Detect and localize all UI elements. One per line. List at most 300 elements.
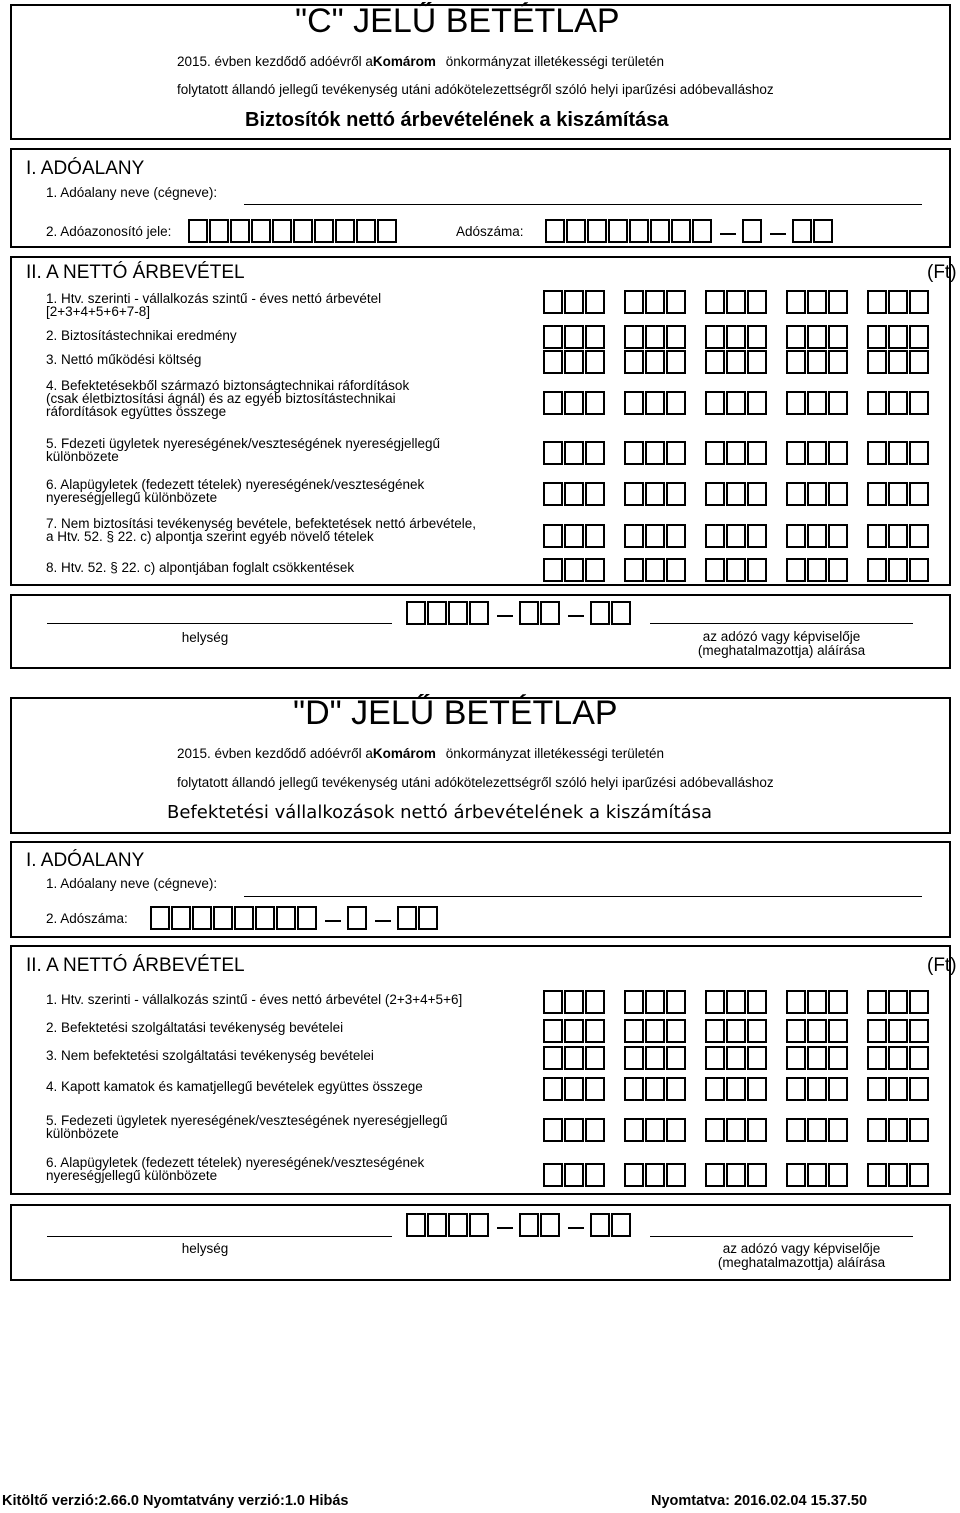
- digit-cell[interactable]: [747, 325, 767, 349]
- digit-cell[interactable]: [867, 1077, 887, 1101]
- digit-cell[interactable]: [564, 1046, 584, 1070]
- c-taxnum-field[interactable]: [545, 219, 850, 243]
- digit-cell[interactable]: [192, 906, 212, 930]
- digit-cell[interactable]: [624, 524, 644, 548]
- digit-cell[interactable]: [888, 1163, 908, 1187]
- digit-cell[interactable]: [786, 1163, 806, 1187]
- separator-dash: [497, 1227, 513, 1229]
- digit-cell[interactable]: [564, 524, 584, 548]
- digit-cell[interactable]: [888, 1046, 908, 1070]
- digit-cell[interactable]: [909, 482, 929, 506]
- digit-cell[interactable]: [705, 558, 725, 582]
- c-row-3-amount[interactable]: [543, 350, 927, 374]
- digit-cell[interactable]: [909, 441, 929, 465]
- digit-cell[interactable]: [671, 219, 691, 243]
- digit-cell[interactable]: [786, 1118, 806, 1142]
- digit-cell[interactable]: [726, 558, 746, 582]
- digit-cell[interactable]: [590, 1213, 610, 1237]
- digit-cell[interactable]: [645, 1163, 665, 1187]
- digit-cell[interactable]: [297, 906, 317, 930]
- digit-cell[interactable]: [786, 350, 806, 374]
- digit-cell[interactable]: [255, 906, 275, 930]
- digit-cell[interactable]: [867, 990, 887, 1014]
- digit-cell[interactable]: [909, 524, 929, 548]
- digit-cell[interactable]: [608, 219, 628, 243]
- digit-cell[interactable]: [828, 524, 848, 548]
- digit-cell[interactable]: [705, 325, 725, 349]
- digit-cell[interactable]: [867, 558, 887, 582]
- digit-cell[interactable]: [888, 325, 908, 349]
- digit-cell[interactable]: [564, 325, 584, 349]
- c-row-8-amount[interactable]: [543, 558, 927, 582]
- c-row-6-label: nyereségjellegű különbözete: [46, 490, 218, 505]
- d-intro-line1: [177, 747, 664, 761]
- digit-cell[interactable]: [585, 1077, 605, 1101]
- c-place-field[interactable]: [47, 623, 392, 624]
- digit-cell[interactable]: [666, 441, 686, 465]
- digit-cell[interactable]: [624, 441, 644, 465]
- digit-cell[interactable]: [692, 219, 712, 243]
- digit-cell[interactable]: [742, 219, 762, 243]
- digit-cell[interactable]: [666, 1077, 686, 1101]
- digit-cell[interactable]: [807, 1046, 827, 1070]
- digit-cell[interactable]: [427, 1213, 447, 1237]
- digit-cell[interactable]: [543, 350, 563, 374]
- digit-cell[interactable]: [314, 219, 334, 243]
- digit-cell[interactable]: [585, 558, 605, 582]
- digit-cell[interactable]: [747, 1118, 767, 1142]
- digit-cell[interactable]: [726, 391, 746, 415]
- digit-cell[interactable]: [786, 391, 806, 415]
- digit-cell[interactable]: [272, 219, 292, 243]
- digit-cell[interactable]: [888, 1019, 908, 1043]
- digit-cell[interactable]: [585, 325, 605, 349]
- digit-cell[interactable]: [564, 1019, 584, 1043]
- digit-cell[interactable]: [726, 1163, 746, 1187]
- digit-cell[interactable]: [645, 1077, 665, 1101]
- digit-cell[interactable]: [888, 350, 908, 374]
- digit-cell[interactable]: [666, 558, 686, 582]
- digit-cell[interactable]: [585, 1046, 605, 1070]
- digit-cell[interactable]: [828, 1163, 848, 1187]
- digit-cell[interactable]: [867, 290, 887, 314]
- digit-cell[interactable]: [645, 990, 665, 1014]
- digit-cell[interactable]: [705, 990, 725, 1014]
- digit-cell[interactable]: [888, 391, 908, 415]
- digit-cell[interactable]: [543, 1019, 563, 1043]
- c-row-4-label: (csak életbiztosítási ágnál) és az egyéb biztosítástechnikai: [46, 391, 396, 406]
- digit-cell[interactable]: [828, 391, 848, 415]
- digit-cell[interactable]: [807, 1077, 827, 1101]
- digit-cell[interactable]: [888, 441, 908, 465]
- digit-cell[interactable]: [150, 906, 170, 930]
- digit-cell[interactable]: [585, 441, 605, 465]
- digit-cell[interactable]: [909, 1019, 929, 1043]
- digit-cell[interactable]: [909, 290, 929, 314]
- digit-cell[interactable]: [564, 290, 584, 314]
- digit-cell[interactable]: [585, 1163, 605, 1187]
- digit-cell[interactable]: [747, 290, 767, 314]
- d-taxnum-field[interactable]: [150, 906, 455, 930]
- digit-cell[interactable]: [666, 482, 686, 506]
- d-row-6-amount[interactable]: [543, 1163, 927, 1187]
- digit-cell[interactable]: [230, 219, 250, 243]
- d-section2-heading: II. A NETTÓ ÁRBEVÉTEL: [26, 955, 245, 976]
- digit-cell[interactable]: [828, 558, 848, 582]
- digit-cell[interactable]: [645, 325, 665, 349]
- digit-cell[interactable]: [209, 219, 229, 243]
- footer-version: Kitöltő verzió:2.66.0 Nyomtatvány verzió:1.0 Hibás: [2, 1493, 349, 1509]
- digit-cell[interactable]: [645, 391, 665, 415]
- digit-cell[interactable]: [786, 990, 806, 1014]
- digit-cell[interactable]: [786, 290, 806, 314]
- digit-cell[interactable]: [747, 1019, 767, 1043]
- c-row-4-amount[interactable]: [543, 391, 927, 415]
- digit-cell[interactable]: [786, 1019, 806, 1043]
- footer-printed: Nyomtatva: 2016.02.04 15.37.50: [651, 1493, 868, 1509]
- digit-cell[interactable]: [611, 601, 631, 625]
- digit-cell[interactable]: [747, 1046, 767, 1070]
- digit-cell[interactable]: [828, 325, 848, 349]
- digit-cell[interactable]: [888, 524, 908, 548]
- digit-cell[interactable]: [540, 601, 560, 625]
- digit-cell[interactable]: [543, 1118, 563, 1142]
- digit-cell[interactable]: [705, 1019, 725, 1043]
- digit-cell[interactable]: [543, 441, 563, 465]
- digit-cell[interactable]: [666, 1046, 686, 1070]
- digit-cell[interactable]: [705, 1163, 725, 1187]
- digit-cell[interactable]: [585, 524, 605, 548]
- digit-cell[interactable]: [747, 524, 767, 548]
- digit-cell[interactable]: [629, 219, 649, 243]
- digit-cell[interactable]: [705, 524, 725, 548]
- digit-cell[interactable]: [666, 290, 686, 314]
- digit-cell[interactable]: [624, 1163, 644, 1187]
- digit-cell[interactable]: [564, 1163, 584, 1187]
- digit-cell[interactable]: [188, 219, 208, 243]
- digit-cell[interactable]: [726, 290, 746, 314]
- digit-cell[interactable]: [377, 219, 397, 243]
- digit-cell[interactable]: [747, 441, 767, 465]
- digit-cell[interactable]: [828, 290, 848, 314]
- digit-cell[interactable]: [650, 219, 670, 243]
- d-row-4-amount[interactable]: [543, 1077, 927, 1101]
- digit-cell[interactable]: [828, 990, 848, 1014]
- d-signature-label-2: (meghatalmazottja) aláírása: [717, 1255, 886, 1270]
- digit-cell[interactable]: [867, 391, 887, 415]
- digit-cell[interactable]: [726, 524, 746, 548]
- digit-cell[interactable]: [888, 1077, 908, 1101]
- digit-cell[interactable]: [564, 1118, 584, 1142]
- digit-cell[interactable]: [347, 906, 367, 930]
- digit-cell[interactable]: [747, 391, 767, 415]
- digit-cell[interactable]: [909, 391, 929, 415]
- digit-cell[interactable]: [624, 325, 644, 349]
- digit-cell[interactable]: [543, 325, 563, 349]
- digit-cell[interactable]: [726, 325, 746, 349]
- digit-cell[interactable]: [519, 1213, 539, 1237]
- digit-cell[interactable]: [666, 391, 686, 415]
- separator-dash: [325, 920, 341, 922]
- digit-cell[interactable]: [828, 1077, 848, 1101]
- digit-cell[interactable]: [867, 524, 887, 548]
- digit-cell[interactable]: [645, 290, 665, 314]
- digit-cell[interactable]: [807, 524, 827, 548]
- digit-cell[interactable]: [705, 1046, 725, 1070]
- digit-cell[interactable]: [807, 558, 827, 582]
- digit-cell[interactable]: [585, 1019, 605, 1043]
- digit-cell[interactable]: [909, 990, 929, 1014]
- digit-cell[interactable]: [867, 1118, 887, 1142]
- digit-cell[interactable]: [747, 1163, 767, 1187]
- digit-cell[interactable]: [335, 219, 355, 243]
- digit-cell[interactable]: [666, 1118, 686, 1142]
- digit-cell[interactable]: [666, 524, 686, 548]
- digit-cell[interactable]: [666, 990, 686, 1014]
- digit-cell[interactable]: [666, 1163, 686, 1187]
- digit-cell[interactable]: [624, 391, 644, 415]
- digit-cell[interactable]: [807, 391, 827, 415]
- digit-cell[interactable]: [624, 482, 644, 506]
- digit-cell[interactable]: [705, 350, 725, 374]
- digit-cell[interactable]: [909, 325, 929, 349]
- digit-cell[interactable]: [786, 325, 806, 349]
- digit-cell[interactable]: [540, 1213, 560, 1237]
- digit-cell[interactable]: [786, 482, 806, 506]
- digit-cell[interactable]: [726, 1118, 746, 1142]
- digit-cell[interactable]: [585, 482, 605, 506]
- digit-cell[interactable]: [888, 558, 908, 582]
- digit-cell[interactable]: [418, 906, 438, 930]
- digit-cell[interactable]: [807, 290, 827, 314]
- digit-cell[interactable]: [545, 219, 565, 243]
- digit-cell[interactable]: [726, 990, 746, 1014]
- digit-cell[interactable]: [645, 524, 665, 548]
- digit-cell[interactable]: [585, 350, 605, 374]
- digit-cell[interactable]: [786, 441, 806, 465]
- digit-cell[interactable]: [909, 558, 929, 582]
- digit-cell[interactable]: [807, 990, 827, 1014]
- digit-cell[interactable]: [645, 1118, 665, 1142]
- d-date-field[interactable]: [406, 1213, 642, 1237]
- c-unit-label: (Ft): [927, 262, 957, 283]
- d-intro-line2: folytatott állandó jellegű tevékenység utáni adókötelezettségről szóló helyi iparűzési adóbevalláshoz: [177, 775, 774, 790]
- digit-cell[interactable]: [807, 350, 827, 374]
- digit-cell[interactable]: [543, 558, 563, 582]
- c-row-5-amount[interactable]: [543, 441, 927, 465]
- digit-cell[interactable]: [705, 1118, 725, 1142]
- digit-cell[interactable]: [543, 1077, 563, 1101]
- d-signature-field[interactable]: [650, 1236, 913, 1237]
- digit-cell[interactable]: [543, 1046, 563, 1070]
- c-row-1-amount[interactable]: [543, 290, 927, 314]
- digit-cell[interactable]: [747, 350, 767, 374]
- d-row-2-amount[interactable]: [543, 1019, 927, 1043]
- digit-cell[interactable]: [726, 350, 746, 374]
- digit-cell[interactable]: [564, 350, 584, 374]
- c-name-field[interactable]: [244, 204, 922, 205]
- digit-cell[interactable]: [867, 1163, 887, 1187]
- digit-cell[interactable]: [909, 1118, 929, 1142]
- d-name-field[interactable]: [244, 896, 922, 897]
- digit-cell[interactable]: [867, 441, 887, 465]
- digit-cell[interactable]: [566, 219, 586, 243]
- digit-cell[interactable]: [564, 391, 584, 415]
- digit-cell[interactable]: [213, 906, 233, 930]
- c-date-field[interactable]: [406, 601, 642, 625]
- d-row-5-amount[interactable]: [543, 1118, 927, 1142]
- digit-cell[interactable]: [813, 219, 833, 243]
- digit-cell[interactable]: [747, 990, 767, 1014]
- digit-cell[interactable]: [448, 601, 468, 625]
- digit-cell[interactable]: [867, 482, 887, 506]
- digit-cell[interactable]: [587, 219, 607, 243]
- digit-cell[interactable]: [867, 350, 887, 374]
- digit-cell[interactable]: [828, 350, 848, 374]
- c-intro-line1: [177, 55, 664, 69]
- digit-cell[interactable]: [448, 1213, 468, 1237]
- d-row-3-amount[interactable]: [543, 1046, 927, 1070]
- d-row-1-amount[interactable]: [543, 990, 927, 1014]
- digit-cell[interactable]: [585, 990, 605, 1014]
- digit-cell[interactable]: [645, 1019, 665, 1043]
- digit-cell[interactable]: [705, 290, 725, 314]
- digit-cell[interactable]: [828, 1118, 848, 1142]
- digit-cell[interactable]: [807, 441, 827, 465]
- c-name-label: 1. Adóalany neve (cégneve):: [46, 185, 218, 200]
- digit-cell[interactable]: [888, 990, 908, 1014]
- digit-cell[interactable]: [624, 1046, 644, 1070]
- digit-cell[interactable]: [469, 1213, 489, 1237]
- digit-cell[interactable]: [705, 441, 725, 465]
- digit-cell[interactable]: [469, 601, 489, 625]
- digit-cell[interactable]: [543, 1163, 563, 1187]
- digit-cell[interactable]: [807, 1118, 827, 1142]
- digit-cell[interactable]: [867, 325, 887, 349]
- digit-cell[interactable]: [807, 325, 827, 349]
- digit-cell[interactable]: [585, 391, 605, 415]
- digit-cell[interactable]: [564, 441, 584, 465]
- digit-cell[interactable]: [747, 558, 767, 582]
- digit-cell[interactable]: [726, 1046, 746, 1070]
- digit-cell[interactable]: [611, 1213, 631, 1237]
- digit-cell[interactable]: [726, 1019, 746, 1043]
- digit-cell[interactable]: [543, 990, 563, 1014]
- digit-cell[interactable]: [519, 601, 539, 625]
- digit-cell[interactable]: [828, 1046, 848, 1070]
- digit-cell[interactable]: [543, 482, 563, 506]
- digit-cell[interactable]: [705, 391, 725, 415]
- digit-cell[interactable]: [645, 441, 665, 465]
- digit-cell[interactable]: [867, 1046, 887, 1070]
- digit-cell[interactable]: [645, 350, 665, 374]
- digit-cell[interactable]: [543, 290, 563, 314]
- digit-cell[interactable]: [888, 290, 908, 314]
- digit-cell[interactable]: [585, 1118, 605, 1142]
- digit-cell[interactable]: [293, 219, 313, 243]
- digit-cell[interactable]: [624, 1077, 644, 1101]
- c-row-6-amount[interactable]: [543, 482, 927, 506]
- digit-cell[interactable]: [666, 350, 686, 374]
- digit-cell[interactable]: [867, 1019, 887, 1043]
- digit-cell[interactable]: [828, 441, 848, 465]
- digit-cell[interactable]: [234, 906, 254, 930]
- digit-cell[interactable]: [747, 1077, 767, 1101]
- digit-cell[interactable]: [543, 524, 563, 548]
- digit-cell[interactable]: [645, 482, 665, 506]
- digit-cell[interactable]: [564, 558, 584, 582]
- c-section2-heading: II. A NETTÓ ÁRBEVÉTEL: [26, 262, 245, 283]
- d-row-1-label: 1. Htv. szerinti - vállalkozás szintű - éves nettó árbevétel (2+3+4+5+6]: [46, 992, 463, 1007]
- d-place-field[interactable]: [47, 1236, 392, 1237]
- digit-cell[interactable]: [624, 558, 644, 582]
- digit-cell[interactable]: [624, 990, 644, 1014]
- digit-cell[interactable]: [888, 482, 908, 506]
- digit-cell[interactable]: [624, 1019, 644, 1043]
- digit-cell[interactable]: [356, 219, 376, 243]
- digit-cell[interactable]: [786, 558, 806, 582]
- c-row-1-label: [2+3+4+5+6+7-8]: [46, 304, 150, 319]
- digit-cell[interactable]: [543, 391, 563, 415]
- digit-cell[interactable]: [747, 482, 767, 506]
- c-row-2-amount[interactable]: [543, 325, 927, 349]
- digit-cell[interactable]: [171, 906, 191, 930]
- digit-cell[interactable]: [645, 1046, 665, 1070]
- digit-cell[interactable]: [276, 906, 296, 930]
- digit-cell[interactable]: [888, 1118, 908, 1142]
- digit-cell[interactable]: [666, 325, 686, 349]
- digit-cell[interactable]: [624, 1118, 644, 1142]
- digit-cell[interactable]: [726, 1077, 746, 1101]
- digit-cell[interactable]: [666, 1019, 686, 1043]
- digit-cell[interactable]: [909, 1163, 929, 1187]
- c-row-7-amount[interactable]: [543, 524, 927, 548]
- digit-cell[interactable]: [786, 1077, 806, 1101]
- digit-cell[interactable]: [909, 1077, 929, 1101]
- digit-cell[interactable]: [909, 350, 929, 374]
- digit-cell[interactable]: [590, 601, 610, 625]
- digit-cell[interactable]: [251, 219, 271, 243]
- digit-cell[interactable]: [792, 219, 812, 243]
- digit-cell[interactable]: [705, 482, 725, 506]
- digit-cell[interactable]: [828, 1019, 848, 1043]
- digit-cell[interactable]: [909, 1046, 929, 1070]
- digit-cell[interactable]: [406, 1213, 426, 1237]
- digit-cell[interactable]: [726, 441, 746, 465]
- digit-cell[interactable]: [786, 1046, 806, 1070]
- digit-cell[interactable]: [564, 1077, 584, 1101]
- d-row-5-label: 5. Fedezeti ügyletek nyereségének/veszteségének nyereségjellegű: [46, 1113, 448, 1128]
- digit-cell[interactable]: [564, 482, 584, 506]
- digit-cell[interactable]: [427, 601, 447, 625]
- digit-cell[interactable]: [645, 558, 665, 582]
- digit-cell[interactable]: [406, 601, 426, 625]
- digit-cell[interactable]: [726, 482, 746, 506]
- digit-cell[interactable]: [807, 482, 827, 506]
- digit-cell[interactable]: [624, 290, 644, 314]
- c-taxid-field[interactable]: [188, 219, 424, 243]
- digit-cell[interactable]: [705, 1077, 725, 1101]
- c-signature-field[interactable]: [650, 623, 913, 624]
- digit-cell[interactable]: [786, 524, 806, 548]
- digit-cell[interactable]: [624, 350, 644, 374]
- digit-cell[interactable]: [564, 990, 584, 1014]
- digit-cell[interactable]: [397, 906, 417, 930]
- digit-cell[interactable]: [585, 290, 605, 314]
- digit-cell[interactable]: [828, 482, 848, 506]
- digit-cell[interactable]: [807, 1019, 827, 1043]
- digit-cell[interactable]: [807, 1163, 827, 1187]
